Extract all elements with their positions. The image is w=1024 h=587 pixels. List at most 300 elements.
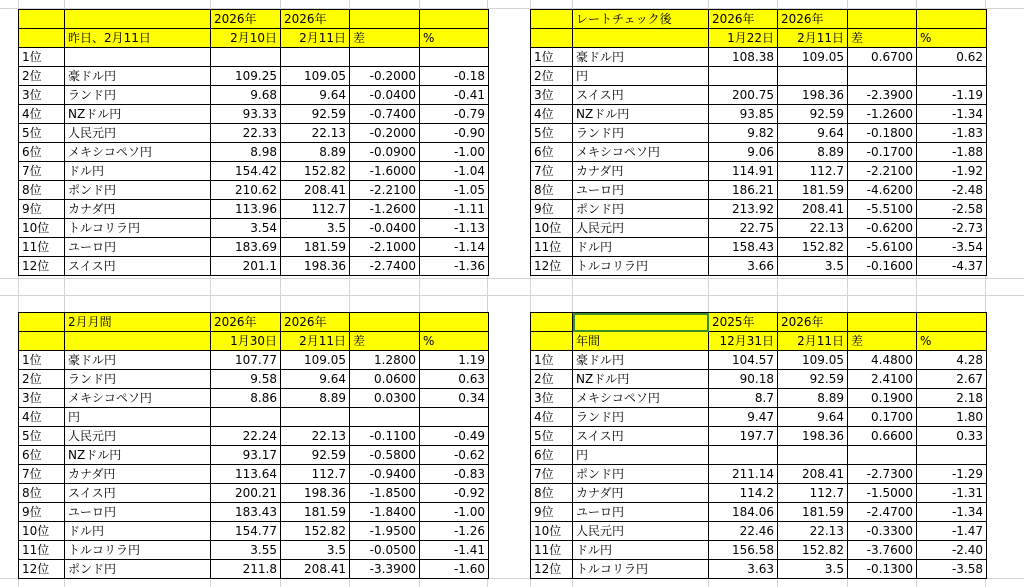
- diff-cell[interactable]: -1.5000: [848, 484, 917, 503]
- diff-cell[interactable]: [848, 446, 917, 465]
- rank-cell[interactable]: 7位: [19, 162, 65, 181]
- header-cell[interactable]: [19, 332, 65, 351]
- rate-start-cell[interactable]: 93.33: [211, 105, 281, 124]
- rank-cell[interactable]: 6位: [19, 143, 65, 162]
- currency-cell[interactable]: カナダ円: [65, 200, 211, 219]
- table-title-cell[interactable]: 2月月間: [65, 313, 211, 332]
- date-cell[interactable]: 2月11日: [281, 29, 350, 48]
- diff-cell[interactable]: -2.2100: [848, 162, 917, 181]
- percent-header-cell[interactable]: %: [420, 332, 489, 351]
- percent-cell[interactable]: -1.34: [917, 105, 987, 124]
- rate-end-cell[interactable]: 181.59: [281, 503, 350, 522]
- header-cell[interactable]: 2026年: [709, 10, 778, 29]
- rate-end-cell[interactable]: [778, 67, 848, 86]
- diff-cell[interactable]: -1.2600: [350, 200, 420, 219]
- rank-cell[interactable]: 12位: [531, 560, 573, 579]
- header-cell[interactable]: [19, 313, 65, 332]
- rate-start-cell[interactable]: 113.96: [211, 200, 281, 219]
- rate-end-cell[interactable]: 198.36: [778, 427, 848, 446]
- rate-end-cell[interactable]: 109.05: [778, 48, 848, 67]
- currency-cell[interactable]: トルコリラ円: [573, 257, 709, 276]
- rate-end-cell[interactable]: [281, 408, 350, 427]
- rank-cell[interactable]: 10位: [19, 522, 65, 541]
- rate-start-cell[interactable]: 183.43: [211, 503, 281, 522]
- rate-start-cell[interactable]: 183.69: [211, 238, 281, 257]
- rate-start-cell[interactable]: 114.91: [709, 162, 778, 181]
- header-cell[interactable]: 2026年: [211, 10, 281, 29]
- rate-start-cell[interactable]: 22.46: [709, 522, 778, 541]
- rate-end-cell[interactable]: 208.41: [281, 560, 350, 579]
- percent-cell[interactable]: -1.13: [420, 219, 489, 238]
- rate-end-cell[interactable]: 112.7: [281, 200, 350, 219]
- currency-cell[interactable]: スイス円: [573, 86, 709, 105]
- percent-cell[interactable]: -1.36: [420, 257, 489, 276]
- diff-header-cell[interactable]: 差: [848, 332, 917, 351]
- percent-cell[interactable]: -1.92: [917, 162, 987, 181]
- diff-cell[interactable]: -0.2000: [350, 124, 420, 143]
- rate-end-cell[interactable]: 109.05: [281, 351, 350, 370]
- percent-cell[interactable]: -2.58: [917, 200, 987, 219]
- header-cell[interactable]: 2026年: [281, 313, 350, 332]
- header-cell[interactable]: [917, 313, 987, 332]
- diff-cell[interactable]: [848, 67, 917, 86]
- diff-cell[interactable]: -0.5800: [350, 446, 420, 465]
- rate-end-cell[interactable]: 22.13: [778, 219, 848, 238]
- rank-cell[interactable]: 7位: [531, 465, 573, 484]
- percent-cell[interactable]: -0.18: [420, 67, 489, 86]
- percent-cell[interactable]: -1.04: [420, 162, 489, 181]
- currency-cell[interactable]: 円: [573, 67, 709, 86]
- rank-cell[interactable]: 3位: [531, 86, 573, 105]
- rate-end-cell[interactable]: 152.82: [778, 541, 848, 560]
- table-title-cell[interactable]: 昨日、2月11日: [65, 29, 211, 48]
- rate-start-cell[interactable]: 154.77: [211, 522, 281, 541]
- percent-cell[interactable]: 2.18: [917, 389, 987, 408]
- percent-cell[interactable]: -1.83: [917, 124, 987, 143]
- rate-end-cell[interactable]: 3.5: [281, 541, 350, 560]
- rank-cell[interactable]: 6位: [531, 143, 573, 162]
- rate-end-cell[interactable]: 208.41: [778, 465, 848, 484]
- header-cell[interactable]: [531, 313, 573, 332]
- header-cell[interactable]: 2025年: [709, 313, 778, 332]
- currency-cell[interactable]: 人民元円: [65, 427, 211, 446]
- header-cell[interactable]: [65, 332, 211, 351]
- currency-cell[interactable]: 円: [65, 408, 211, 427]
- date-cell[interactable]: 2月11日: [281, 332, 350, 351]
- diff-cell[interactable]: -0.1700: [848, 143, 917, 162]
- rate-end-cell[interactable]: 9.64: [281, 86, 350, 105]
- diff-cell[interactable]: -4.6200: [848, 181, 917, 200]
- rate-start-cell[interactable]: 107.77: [211, 351, 281, 370]
- rate-end-cell[interactable]: 8.89: [778, 143, 848, 162]
- rank-cell[interactable]: 1位: [531, 48, 573, 67]
- diff-header-cell[interactable]: 差: [350, 29, 420, 48]
- rate-start-cell[interactable]: 201.1: [211, 257, 281, 276]
- table-title-cell[interactable]: 年間: [573, 332, 709, 351]
- rank-cell[interactable]: 9位: [531, 503, 573, 522]
- selected-cell[interactable]: [573, 313, 709, 332]
- percent-cell[interactable]: -3.58: [917, 560, 987, 579]
- diff-cell[interactable]: -0.0400: [350, 86, 420, 105]
- diff-cell[interactable]: -0.7400: [350, 105, 420, 124]
- rate-start-cell[interactable]: 156.58: [709, 541, 778, 560]
- currency-cell[interactable]: ユーロ円: [65, 503, 211, 522]
- rank-cell[interactable]: 4位: [531, 408, 573, 427]
- currency-cell[interactable]: カナダ円: [573, 484, 709, 503]
- rank-cell[interactable]: 11位: [531, 238, 573, 257]
- percent-cell[interactable]: [420, 48, 489, 67]
- rate-start-cell[interactable]: 109.25: [211, 67, 281, 86]
- header-cell[interactable]: [19, 10, 65, 29]
- rate-start-cell[interactable]: 90.18: [709, 370, 778, 389]
- rank-cell[interactable]: 12位: [19, 257, 65, 276]
- percent-cell[interactable]: 1.80: [917, 408, 987, 427]
- header-cell[interactable]: [65, 10, 211, 29]
- currency-cell[interactable]: スイス円: [65, 257, 211, 276]
- rate-end-cell[interactable]: 198.36: [281, 484, 350, 503]
- percent-cell[interactable]: -2.73: [917, 219, 987, 238]
- percent-cell[interactable]: -0.49: [420, 427, 489, 446]
- percent-cell[interactable]: 0.34: [420, 389, 489, 408]
- percent-cell[interactable]: 1.19: [420, 351, 489, 370]
- currency-cell[interactable]: [65, 48, 211, 67]
- currency-cell[interactable]: トルコリラ円: [573, 560, 709, 579]
- percent-cell[interactable]: -1.00: [420, 143, 489, 162]
- diff-cell[interactable]: -0.6200: [848, 219, 917, 238]
- rank-cell[interactable]: 2位: [531, 67, 573, 86]
- diff-cell[interactable]: -0.2000: [350, 67, 420, 86]
- rank-cell[interactable]: 5位: [19, 427, 65, 446]
- rank-cell[interactable]: 6位: [531, 446, 573, 465]
- rate-end-cell[interactable]: 109.05: [778, 351, 848, 370]
- diff-header-cell[interactable]: 差: [350, 332, 420, 351]
- rank-cell[interactable]: 9位: [19, 503, 65, 522]
- currency-cell[interactable]: ドル円: [65, 522, 211, 541]
- header-cell[interactable]: 2026年: [281, 10, 350, 29]
- percent-cell[interactable]: 4.28: [917, 351, 987, 370]
- rate-start-cell[interactable]: 8.86: [211, 389, 281, 408]
- rate-end-cell[interactable]: 9.64: [778, 124, 848, 143]
- currency-cell[interactable]: スイス円: [573, 427, 709, 446]
- rate-start-cell[interactable]: 158.43: [709, 238, 778, 257]
- currency-cell[interactable]: ランド円: [65, 86, 211, 105]
- currency-cell[interactable]: トルコリラ円: [65, 219, 211, 238]
- rank-cell[interactable]: 6位: [19, 446, 65, 465]
- rank-cell[interactable]: 10位: [531, 219, 573, 238]
- rate-start-cell[interactable]: 9.82: [709, 124, 778, 143]
- diff-cell[interactable]: -1.8400: [350, 503, 420, 522]
- diff-cell[interactable]: -2.4700: [848, 503, 917, 522]
- header-cell[interactable]: [420, 10, 489, 29]
- percent-cell[interactable]: -2.40: [917, 541, 987, 560]
- rate-end-cell[interactable]: 208.41: [778, 200, 848, 219]
- percent-header-cell[interactable]: %: [917, 29, 987, 48]
- diff-cell[interactable]: -0.1600: [848, 257, 917, 276]
- date-cell[interactable]: 1月22日: [709, 29, 778, 48]
- rank-cell[interactable]: 1位: [19, 48, 65, 67]
- percent-cell[interactable]: -0.90: [420, 124, 489, 143]
- rate-end-cell[interactable]: 181.59: [778, 181, 848, 200]
- rate-start-cell[interactable]: 3.54: [211, 219, 281, 238]
- percent-cell[interactable]: -1.60: [420, 560, 489, 579]
- rate-end-cell[interactable]: 22.13: [281, 124, 350, 143]
- rank-cell[interactable]: 4位: [19, 408, 65, 427]
- rate-end-cell[interactable]: 3.5: [778, 257, 848, 276]
- header-cell[interactable]: [420, 313, 489, 332]
- currency-cell[interactable]: ユーロ円: [573, 503, 709, 522]
- header-cell[interactable]: [19, 29, 65, 48]
- rate-start-cell[interactable]: 113.64: [211, 465, 281, 484]
- currency-cell[interactable]: NZドル円: [573, 105, 709, 124]
- rate-end-cell[interactable]: 8.89: [281, 143, 350, 162]
- diff-cell[interactable]: -0.0900: [350, 143, 420, 162]
- percent-cell[interactable]: -1.00: [420, 503, 489, 522]
- currency-cell[interactable]: ポンド円: [65, 560, 211, 579]
- diff-cell[interactable]: [350, 48, 420, 67]
- rate-end-cell[interactable]: 9.64: [778, 408, 848, 427]
- currency-cell[interactable]: NZドル円: [65, 446, 211, 465]
- diff-cell[interactable]: 0.1900: [848, 389, 917, 408]
- currency-cell[interactable]: ランド円: [573, 408, 709, 427]
- currency-cell[interactable]: 人民元円: [573, 522, 709, 541]
- rate-end-cell[interactable]: 152.82: [778, 238, 848, 257]
- percent-cell[interactable]: 2.67: [917, 370, 987, 389]
- percent-cell[interactable]: -1.11: [420, 200, 489, 219]
- rate-end-cell[interactable]: 109.05: [281, 67, 350, 86]
- rate-end-cell[interactable]: 8.89: [778, 389, 848, 408]
- diff-cell[interactable]: 0.0300: [350, 389, 420, 408]
- rate-end-cell[interactable]: 112.7: [778, 484, 848, 503]
- currency-cell[interactable]: 豪ドル円: [573, 351, 709, 370]
- rank-cell[interactable]: 5位: [531, 427, 573, 446]
- currency-cell[interactable]: ポンド円: [573, 200, 709, 219]
- percent-cell[interactable]: 0.62: [917, 48, 987, 67]
- diff-cell[interactable]: -2.2100: [350, 181, 420, 200]
- rank-cell[interactable]: 8位: [531, 484, 573, 503]
- rate-start-cell[interactable]: 108.38: [709, 48, 778, 67]
- currency-cell[interactable]: NZドル円: [573, 370, 709, 389]
- rank-cell[interactable]: 8位: [531, 181, 573, 200]
- currency-cell[interactable]: 人民元円: [573, 219, 709, 238]
- currency-cell[interactable]: ユーロ円: [573, 181, 709, 200]
- rate-end-cell[interactable]: 208.41: [281, 181, 350, 200]
- rate-start-cell[interactable]: 9.68: [211, 86, 281, 105]
- percent-header-cell[interactable]: %: [917, 332, 987, 351]
- rate-start-cell[interactable]: 9.47: [709, 408, 778, 427]
- rank-cell[interactable]: 3位: [19, 86, 65, 105]
- percent-header-cell[interactable]: %: [420, 29, 489, 48]
- rank-cell[interactable]: 11位: [19, 238, 65, 257]
- rank-cell[interactable]: 11位: [531, 541, 573, 560]
- currency-cell[interactable]: トルコリラ円: [65, 541, 211, 560]
- diff-cell[interactable]: -0.3300: [848, 522, 917, 541]
- date-cell[interactable]: 2月11日: [778, 29, 848, 48]
- diff-cell[interactable]: 4.4800: [848, 351, 917, 370]
- currency-cell[interactable]: メキシコペソ円: [65, 143, 211, 162]
- percent-cell[interactable]: -1.47: [917, 522, 987, 541]
- rate-end-cell[interactable]: 181.59: [778, 503, 848, 522]
- rank-cell[interactable]: 2位: [19, 370, 65, 389]
- diff-cell[interactable]: 0.1700: [848, 408, 917, 427]
- rate-start-cell[interactable]: 9.58: [211, 370, 281, 389]
- rank-cell[interactable]: 7位: [531, 162, 573, 181]
- rank-cell[interactable]: 10位: [19, 219, 65, 238]
- diff-cell[interactable]: -0.0500: [350, 541, 420, 560]
- rank-cell[interactable]: 1位: [19, 351, 65, 370]
- diff-cell[interactable]: -1.2600: [848, 105, 917, 124]
- diff-cell[interactable]: -0.1100: [350, 427, 420, 446]
- diff-cell[interactable]: -2.1000: [350, 238, 420, 257]
- rank-cell[interactable]: 9位: [531, 200, 573, 219]
- rate-end-cell[interactable]: 198.36: [778, 86, 848, 105]
- header-cell[interactable]: 2026年: [211, 313, 281, 332]
- rate-start-cell[interactable]: 104.57: [709, 351, 778, 370]
- percent-cell[interactable]: -1.05: [420, 181, 489, 200]
- diff-cell[interactable]: -5.6100: [848, 238, 917, 257]
- percent-cell[interactable]: 0.33: [917, 427, 987, 446]
- rate-start-cell[interactable]: [211, 408, 281, 427]
- currency-cell[interactable]: 豪ドル円: [65, 67, 211, 86]
- diff-cell[interactable]: 0.6700: [848, 48, 917, 67]
- percent-cell[interactable]: -2.48: [917, 181, 987, 200]
- diff-cell[interactable]: -1.9500: [350, 522, 420, 541]
- rate-start-cell[interactable]: 9.06: [709, 143, 778, 162]
- rate-start-cell[interactable]: 211.14: [709, 465, 778, 484]
- diff-cell[interactable]: -3.7600: [848, 541, 917, 560]
- percent-cell[interactable]: [917, 446, 987, 465]
- header-cell[interactable]: [350, 10, 420, 29]
- currency-cell[interactable]: メキシコペソ円: [65, 389, 211, 408]
- diff-cell[interactable]: 0.6600: [848, 427, 917, 446]
- rank-cell[interactable]: 11位: [19, 541, 65, 560]
- date-cell[interactable]: 2月10日: [211, 29, 281, 48]
- rank-cell[interactable]: 4位: [19, 105, 65, 124]
- rate-start-cell[interactable]: 186.21: [709, 181, 778, 200]
- currency-cell[interactable]: NZドル円: [65, 105, 211, 124]
- rate-start-cell[interactable]: 197.7: [709, 427, 778, 446]
- rank-cell[interactable]: 5位: [19, 124, 65, 143]
- currency-cell[interactable]: ランド円: [573, 124, 709, 143]
- percent-cell[interactable]: -0.83: [420, 465, 489, 484]
- header-cell[interactable]: 2026年: [778, 10, 848, 29]
- rate-end-cell[interactable]: 22.13: [778, 522, 848, 541]
- percent-cell[interactable]: -1.14: [420, 238, 489, 257]
- rank-cell[interactable]: 7位: [19, 465, 65, 484]
- rate-start-cell[interactable]: 184.06: [709, 503, 778, 522]
- currency-cell[interactable]: カナダ円: [65, 465, 211, 484]
- date-cell[interactable]: 2月11日: [778, 332, 848, 351]
- percent-cell[interactable]: -1.88: [917, 143, 987, 162]
- rate-start-cell[interactable]: 210.62: [211, 181, 281, 200]
- percent-cell[interactable]: -0.41: [420, 86, 489, 105]
- rank-cell[interactable]: 2位: [531, 370, 573, 389]
- rate-start-cell[interactable]: 3.63: [709, 560, 778, 579]
- currency-cell[interactable]: 豪ドル円: [65, 351, 211, 370]
- header-cell[interactable]: [531, 332, 573, 351]
- diff-cell[interactable]: -0.1300: [848, 560, 917, 579]
- percent-cell[interactable]: -1.19: [917, 86, 987, 105]
- rate-start-cell[interactable]: 93.85: [709, 105, 778, 124]
- rate-end-cell[interactable]: 112.7: [281, 465, 350, 484]
- currency-cell[interactable]: ポンド円: [573, 465, 709, 484]
- percent-cell[interactable]: -0.92: [420, 484, 489, 503]
- diff-cell[interactable]: 1.2800: [350, 351, 420, 370]
- rate-start-cell[interactable]: [709, 446, 778, 465]
- rate-end-cell[interactable]: 3.5: [281, 219, 350, 238]
- rank-cell[interactable]: 3位: [19, 389, 65, 408]
- diff-cell[interactable]: -0.9400: [350, 465, 420, 484]
- rate-start-cell[interactable]: 114.2: [709, 484, 778, 503]
- rank-cell[interactable]: 8位: [19, 484, 65, 503]
- header-cell[interactable]: [848, 10, 917, 29]
- diff-cell[interactable]: -2.7300: [848, 465, 917, 484]
- date-cell[interactable]: 12月31日: [709, 332, 778, 351]
- rank-cell[interactable]: 2位: [19, 67, 65, 86]
- currency-cell[interactable]: ドル円: [65, 162, 211, 181]
- currency-cell[interactable]: 円: [573, 446, 709, 465]
- currency-cell[interactable]: ポンド円: [65, 181, 211, 200]
- rank-cell[interactable]: 12位: [531, 257, 573, 276]
- rate-end-cell[interactable]: 92.59: [281, 105, 350, 124]
- rate-start-cell[interactable]: 22.33: [211, 124, 281, 143]
- rate-start-cell[interactable]: [709, 67, 778, 86]
- percent-cell[interactable]: -1.41: [420, 541, 489, 560]
- rate-start-cell[interactable]: 200.75: [709, 86, 778, 105]
- table-title-cell[interactable]: レートチェック後: [573, 10, 709, 29]
- rate-start-cell[interactable]: 22.75: [709, 219, 778, 238]
- date-cell[interactable]: 1月30日: [211, 332, 281, 351]
- rank-cell[interactable]: 1位: [531, 351, 573, 370]
- currency-cell[interactable]: スイス円: [65, 484, 211, 503]
- diff-header-cell[interactable]: 差: [848, 29, 917, 48]
- diff-cell[interactable]: [350, 408, 420, 427]
- percent-cell[interactable]: [917, 67, 987, 86]
- rate-end-cell[interactable]: [281, 48, 350, 67]
- rate-start-cell[interactable]: 211.8: [211, 560, 281, 579]
- rate-start-cell[interactable]: 8.7: [709, 389, 778, 408]
- header-cell[interactable]: [848, 313, 917, 332]
- rate-end-cell[interactable]: 3.5: [778, 560, 848, 579]
- rate-end-cell[interactable]: 92.59: [281, 446, 350, 465]
- header-cell[interactable]: [531, 10, 573, 29]
- currency-cell[interactable]: ユーロ円: [65, 238, 211, 257]
- rate-start-cell[interactable]: 22.24: [211, 427, 281, 446]
- diff-cell[interactable]: -3.3900: [350, 560, 420, 579]
- diff-cell[interactable]: -1.6000: [350, 162, 420, 181]
- diff-cell[interactable]: -0.0400: [350, 219, 420, 238]
- rank-cell[interactable]: 3位: [531, 389, 573, 408]
- rank-cell[interactable]: 5位: [531, 124, 573, 143]
- currency-cell[interactable]: メキシコペソ円: [573, 143, 709, 162]
- rate-start-cell[interactable]: 93.17: [211, 446, 281, 465]
- rate-start-cell[interactable]: 3.55: [211, 541, 281, 560]
- diff-cell[interactable]: -0.1800: [848, 124, 917, 143]
- rate-end-cell[interactable]: 9.64: [281, 370, 350, 389]
- rate-end-cell[interactable]: 8.89: [281, 389, 350, 408]
- currency-cell[interactable]: ドル円: [573, 238, 709, 257]
- header-cell[interactable]: [531, 29, 573, 48]
- percent-cell[interactable]: -4.37: [917, 257, 987, 276]
- rate-end-cell[interactable]: 152.82: [281, 522, 350, 541]
- rank-cell[interactable]: 4位: [531, 105, 573, 124]
- rate-end-cell[interactable]: 181.59: [281, 238, 350, 257]
- percent-cell[interactable]: [420, 408, 489, 427]
- percent-cell[interactable]: -0.62: [420, 446, 489, 465]
- percent-cell[interactable]: -1.34: [917, 503, 987, 522]
- rank-cell[interactable]: 9位: [19, 200, 65, 219]
- diff-cell[interactable]: -1.8500: [350, 484, 420, 503]
- currency-cell[interactable]: メキシコペソ円: [573, 389, 709, 408]
